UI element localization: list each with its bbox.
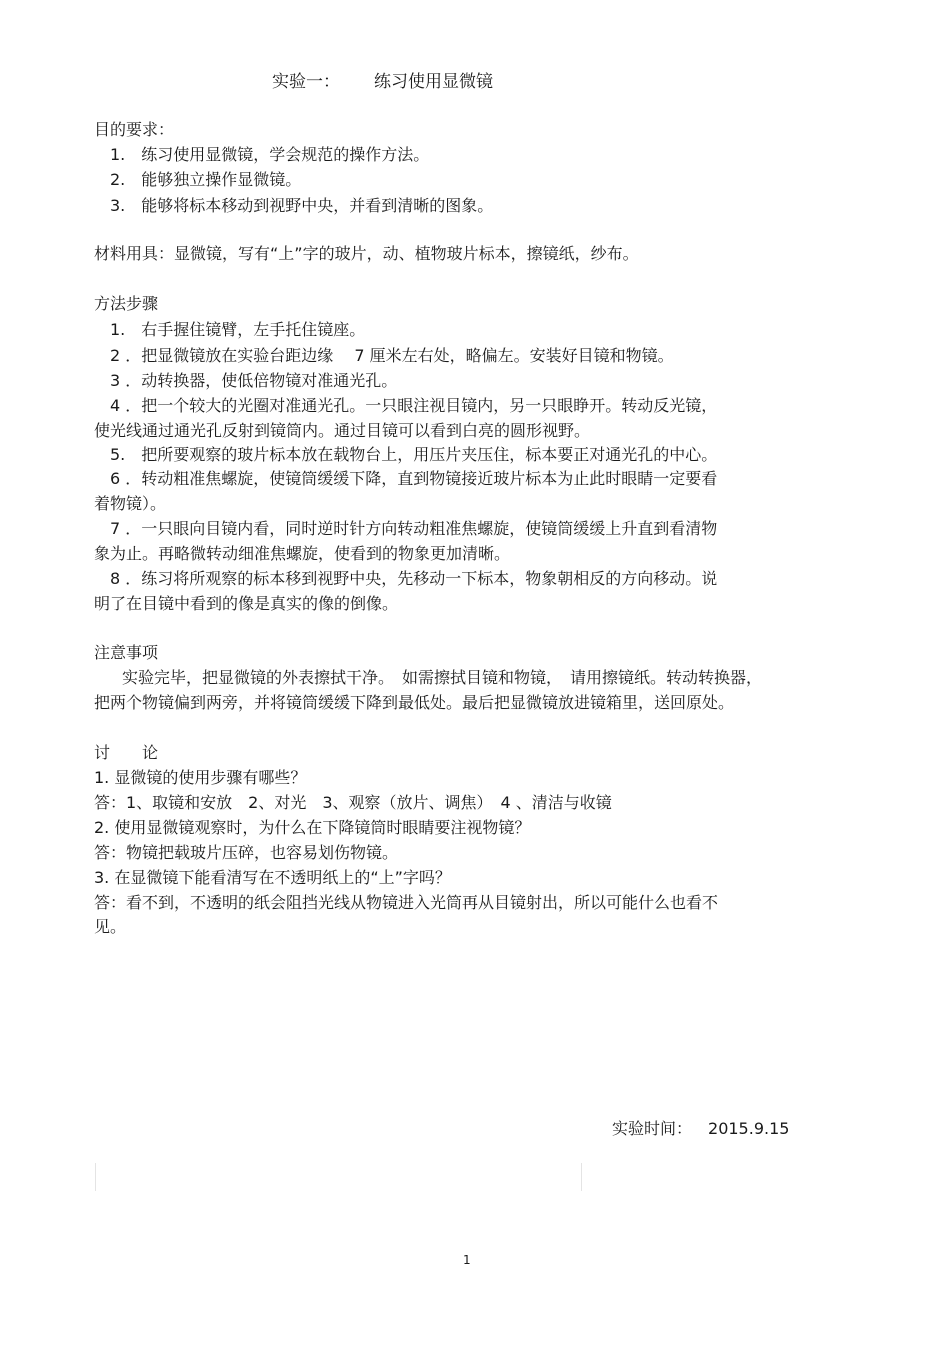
method-line: 着物镜）。: [94, 494, 167, 513]
goal-item: 3. 能够将标本移动到视野中央，并看到清晰的图象。: [110, 196, 494, 215]
notes-line: 把两个物镜偏到两旁，并将镜筒缓缓下降到最低处。最后把显微镜放进镜箱里，送回原处。: [94, 693, 735, 712]
method-line: 6 ．转动粗准焦螺旋，使镜筒缓缓下降，直到物镜接近玻片标本为止此时眼睛一定要看: [110, 469, 718, 488]
method-line: 8 ．练习将所观察的标本移到视野中央，先移动一下标本，物象朝相反的方向移动。说: [110, 569, 718, 588]
title-text: 练习使用显微镜: [374, 72, 493, 92]
method-line: 4 ．把一个较大的光圈对准通光孔。一只眼注视目镜内，另一只眼睁开。转动反光镜，: [110, 396, 718, 415]
method-line: 2 ．把显微镜放在实验台距边缘 7 厘米左右处，略偏左。安装好目镜和物镜。: [110, 346, 674, 365]
notes-line: 实验完毕，把显微镜的外表擦拭干净。 如需擦拭目镜和物镜， 请用擦镜纸。转动转换器，: [122, 668, 763, 687]
method-line: 7 ．一只眼向目镜内看，同时逆时针方向转动粗准焦螺旋，使镜筒缓缓上升直到看清物: [110, 519, 718, 538]
goal-item: 1. 练习使用显微镜，学会规范的操作方法。: [110, 145, 430, 164]
goals-heading: 目的要求：: [94, 120, 175, 139]
method-line: 5. 把所要观察的玻片标本放在载物台上，用压片夹压住，标本要正对通光孔的中心。: [110, 445, 718, 464]
method-heading: 方法步骤: [94, 294, 159, 313]
notes-heading: 注意事项: [94, 643, 159, 662]
page-number: 1: [463, 1253, 471, 1267]
discussion-line: 2. 使用显微镜观察时，为什么在下降镜筒时眼睛要注视物镜？: [94, 818, 531, 837]
divider-left: [95, 1163, 96, 1191]
divider-right: [581, 1163, 582, 1191]
method-line: 象为止。再略微转动细准焦螺旋，使看到的物象更加清晰。: [94, 544, 511, 563]
method-line: 明了在目镜中看到的像是真实的像的倒像。: [94, 594, 399, 613]
page-title: [272, 70, 493, 94]
method-line: 3 ．动转换器，使低倍物镜对准通光孔。: [110, 371, 398, 390]
discussion-line: 1. 显微镜的使用步骤有哪些？: [94, 768, 307, 787]
title-prefix: 实验一：: [272, 72, 340, 92]
discussion-heading: 讨 论: [94, 743, 159, 762]
discussion-line: 答：物镜把载玻片压碎，也容易划伤物镜。: [94, 843, 399, 862]
discussion-line: 答：看不到，不透明的纸会阻挡光线从物镜进入光筒再从目镜射出，所以可能什么也看不: [94, 893, 719, 912]
method-line: 1. 右手握住镜臂，左手托住镜座。: [110, 320, 366, 339]
goal-item: 2. 能够独立操作显微镜。: [110, 170, 302, 189]
experiment-date: [612, 1117, 789, 1141]
date-value: 2015.9.15: [708, 1119, 790, 1138]
materials-line: 材料用具：显微镜，写有“上”字的玻片，动、植物玻片标本，擦镜纸，纱布。: [94, 244, 639, 263]
discussion-line: 见。: [94, 917, 127, 936]
date-label: 实验时间：: [612, 1119, 693, 1138]
discussion-line: 3. 在显微镜下能看清写在不透明纸上的“上”字吗？: [94, 868, 451, 887]
method-line: 使光线通过通光孔反射到镜筒内。通过目镜可以看到白亮的圆形视野。: [94, 421, 591, 440]
discussion-line: 答：1、取镜和安放 2、对光 3、观察（放片、调焦） 4 、清洁与收镜: [94, 793, 612, 812]
